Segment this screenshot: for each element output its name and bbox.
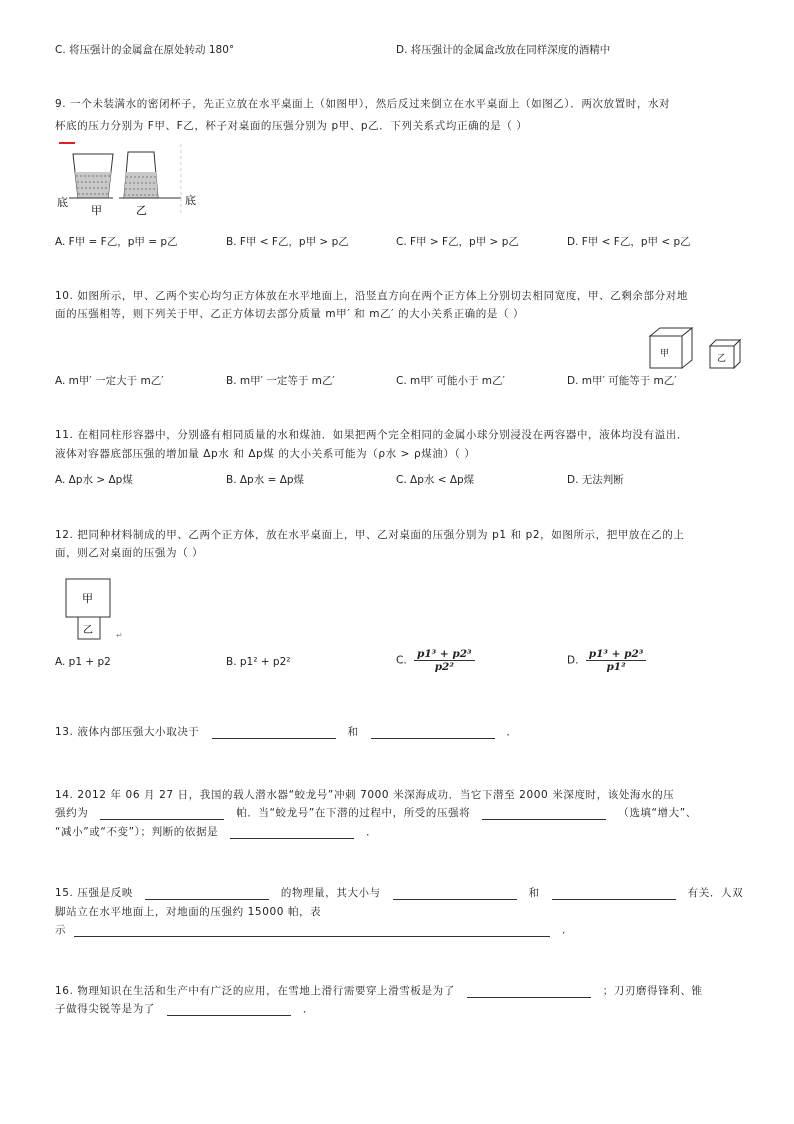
q12-fig-label-yi: 乙 xyxy=(83,625,93,636)
q16-stem-line1 xyxy=(55,983,703,998)
q16-text-1a: 16. 物理知识在生活和生产中有广泛的应用，在雪地上滑行需要穿上滑雪板是为了 xyxy=(55,985,455,997)
q10-fig-label-jia: 甲 xyxy=(660,349,670,359)
q9-fig-label-bottom1: 底 xyxy=(57,196,68,209)
q14-text-2b: 帕．当“蛟龙号”在下潜的过程中，所受的压强将 xyxy=(236,807,471,819)
q13-text-1: 13. 液体内部压强大小取决于 xyxy=(55,726,200,738)
q12-stacked-cubes-figure xyxy=(64,578,124,640)
q12-option-c xyxy=(396,648,475,673)
q14-stem-line1: 14. 2012 年 06 月 27 日，我国的载人潜水器“蛟龙号”冲刺 7000 米深海成功．当它下潜至 2000 米深度时，该处海水的压 xyxy=(55,789,675,801)
q12-option-b: B. p1² + p2² xyxy=(226,656,291,668)
q12-option-d-fraction xyxy=(586,648,647,673)
q13-text-2: 和 xyxy=(347,726,359,738)
q15-text-1a: 15. 压强是反映 xyxy=(55,887,133,899)
q14-blank-change[interactable] xyxy=(482,807,606,820)
q15-text-3a: 示 xyxy=(55,924,67,936)
q9-cup-figure xyxy=(55,142,205,218)
q15-blank-factor-1[interactable] xyxy=(393,887,517,900)
q12-fig-label-jia: 甲 xyxy=(82,592,93,605)
q14-text-3b: ． xyxy=(366,826,378,838)
q16-stem-line2 xyxy=(55,1001,314,1016)
q12-stem-line1: 12. 把同种材料制成的甲、乙两个正方体，放在水平桌面上，甲、乙对桌面的压强分别为 p1 和 p2，如图所示，把甲放在乙的上 xyxy=(55,529,685,541)
q14-stem-line3 xyxy=(55,824,377,839)
q12-option-c-label: C. xyxy=(396,654,407,667)
q9-fig-label-yi: 乙 xyxy=(136,204,147,217)
q12-option-c-denominator: p2² xyxy=(434,661,454,673)
q9-option-a: A. F甲 = F乙，p甲 = p乙 xyxy=(55,236,178,248)
q12-option-a: A. p1 + p2 xyxy=(55,656,111,668)
q16-text-2a: 子做得尖锐等是为了 xyxy=(55,1003,155,1015)
q13-blank-1[interactable] xyxy=(212,726,336,739)
q11-option-a: A. Δp水 > Δp煤 xyxy=(55,474,133,486)
q15-blank-factor-2[interactable] xyxy=(552,887,676,900)
q11-option-d: D. 无法判断 xyxy=(567,474,624,486)
svg-text:↵: ↵ xyxy=(116,631,123,640)
q10-option-b: B. m甲′ 一定等于 m乙′ xyxy=(226,375,335,387)
q15-stem-line1 xyxy=(55,885,743,900)
q12-option-c-numerator: p1³ + p2³ xyxy=(414,648,475,661)
q12-stem-line2: 面，则乙对桌面的压强为（ ） xyxy=(55,547,204,559)
q9-option-b: B. F甲 < F乙，p甲 > p乙 xyxy=(226,236,349,248)
q14-text-2c: （选填“增大”、 xyxy=(618,807,697,819)
q8-option-d: D. 将压强计的金属盒改放在同样深度的酒精中 xyxy=(396,44,611,56)
q11-stem-line2: 液体对容器底部压强的增加量 Δp水 和 Δp煤 的大小关系可能为（ρ水 > ρ煤油）（ ） xyxy=(55,448,476,460)
q14-blank-pressure[interactable] xyxy=(100,807,224,820)
q10-option-d: D. m甲′ 可能等于 m乙′ xyxy=(567,375,677,387)
q15-blank-meaning[interactable] xyxy=(74,924,550,937)
q15-text-3b: ． xyxy=(562,924,574,936)
q10-option-a: A. m甲′ 一定大于 m乙′ xyxy=(55,375,164,387)
q13-stem xyxy=(55,724,518,739)
q15-text-1c: 和 xyxy=(528,887,540,899)
q9-option-c: C. F甲 > F乙，p甲 > p乙 xyxy=(396,236,519,248)
q12-option-d xyxy=(567,648,646,673)
q14-text-2a: 强约为 xyxy=(55,807,89,819)
q15-stem-line2: 脚站立在水平地面上，对地面的压强约 15000 帕，表 xyxy=(55,906,322,918)
q9-stem-line2: 杯底的压力分别为 F甲、F乙，杯子对桌面的压强分别为 p甲、p乙．下列关系式均正确的是（ ） xyxy=(55,120,528,132)
q16-blank-blade[interactable] xyxy=(167,1003,291,1016)
q9-stem-line1: 9. 一个未装满水的密闭杯子，先正立放在水平桌面上（如图甲），然后反过来倒立在水平桌面上（如图乙）．两次放置时，水对 xyxy=(55,98,671,110)
q14-text-3a: “减小”或“不变”）；判断的依据是 xyxy=(55,826,219,838)
q9-fig-label-jia: 甲 xyxy=(91,204,102,217)
q9-option-d: D. F甲 < F乙，p甲 < p乙 xyxy=(567,236,691,248)
q13-text-3: ． xyxy=(506,726,518,738)
q11-option-c: C. Δp水 < Δp煤 xyxy=(396,474,475,486)
q15-text-1b: 的物理量，其大小与 xyxy=(280,887,381,899)
q16-text-1b: ；刀刃磨得锋利、锥 xyxy=(602,985,703,997)
q11-option-b: B. Δp水 = Δp煤 xyxy=(226,474,305,486)
q10-stem-line1: 10. 如图所示，甲、乙两个实心均匀正方体放在水平地面上，沿竖直方向在两个正方体上分别切去相同宽度，甲、乙剩余部分对地 xyxy=(55,290,688,302)
q14-blank-reason[interactable] xyxy=(230,826,354,839)
q11-stem-line1: 11. 在相同柱形容器中，分别盛有相同质量的水和煤油．如果把两个完全相同的金属小球分别浸没在两容器中，液体均没有溢出． xyxy=(55,429,688,441)
q9-fig-label-bottom2: 底 xyxy=(185,194,196,207)
q15-stem-line3 xyxy=(55,922,573,937)
q12-option-d-denominator: p1² xyxy=(606,661,626,673)
q14-stem-line2 xyxy=(55,805,697,820)
q8-option-c: C. 将压强计的金属盒在原处转动 180° xyxy=(55,44,235,56)
q10-fig-label-yi: 乙 xyxy=(717,354,727,364)
q15-text-1d: 有关．人双 xyxy=(687,887,744,899)
q12-option-d-label: D. xyxy=(567,654,579,667)
q10-stem-line2: 面的压强相等，则下列关于甲、乙正方体切去部分质量 m甲′ 和 m乙′ 的大小关系正确的是（ ） xyxy=(55,308,525,320)
q12-option-c-fraction xyxy=(414,648,475,673)
q10-cube-figure xyxy=(648,324,748,372)
q15-blank-reflects[interactable] xyxy=(145,887,269,900)
q10-option-c: C. m甲′ 可能小于 m乙′ xyxy=(396,375,505,387)
q16-blank-ski[interactable] xyxy=(467,985,591,998)
q12-option-d-numerator: p1³ + p2³ xyxy=(586,648,647,661)
q16-text-2b: ． xyxy=(302,1003,314,1015)
q13-blank-2[interactable] xyxy=(371,726,495,739)
